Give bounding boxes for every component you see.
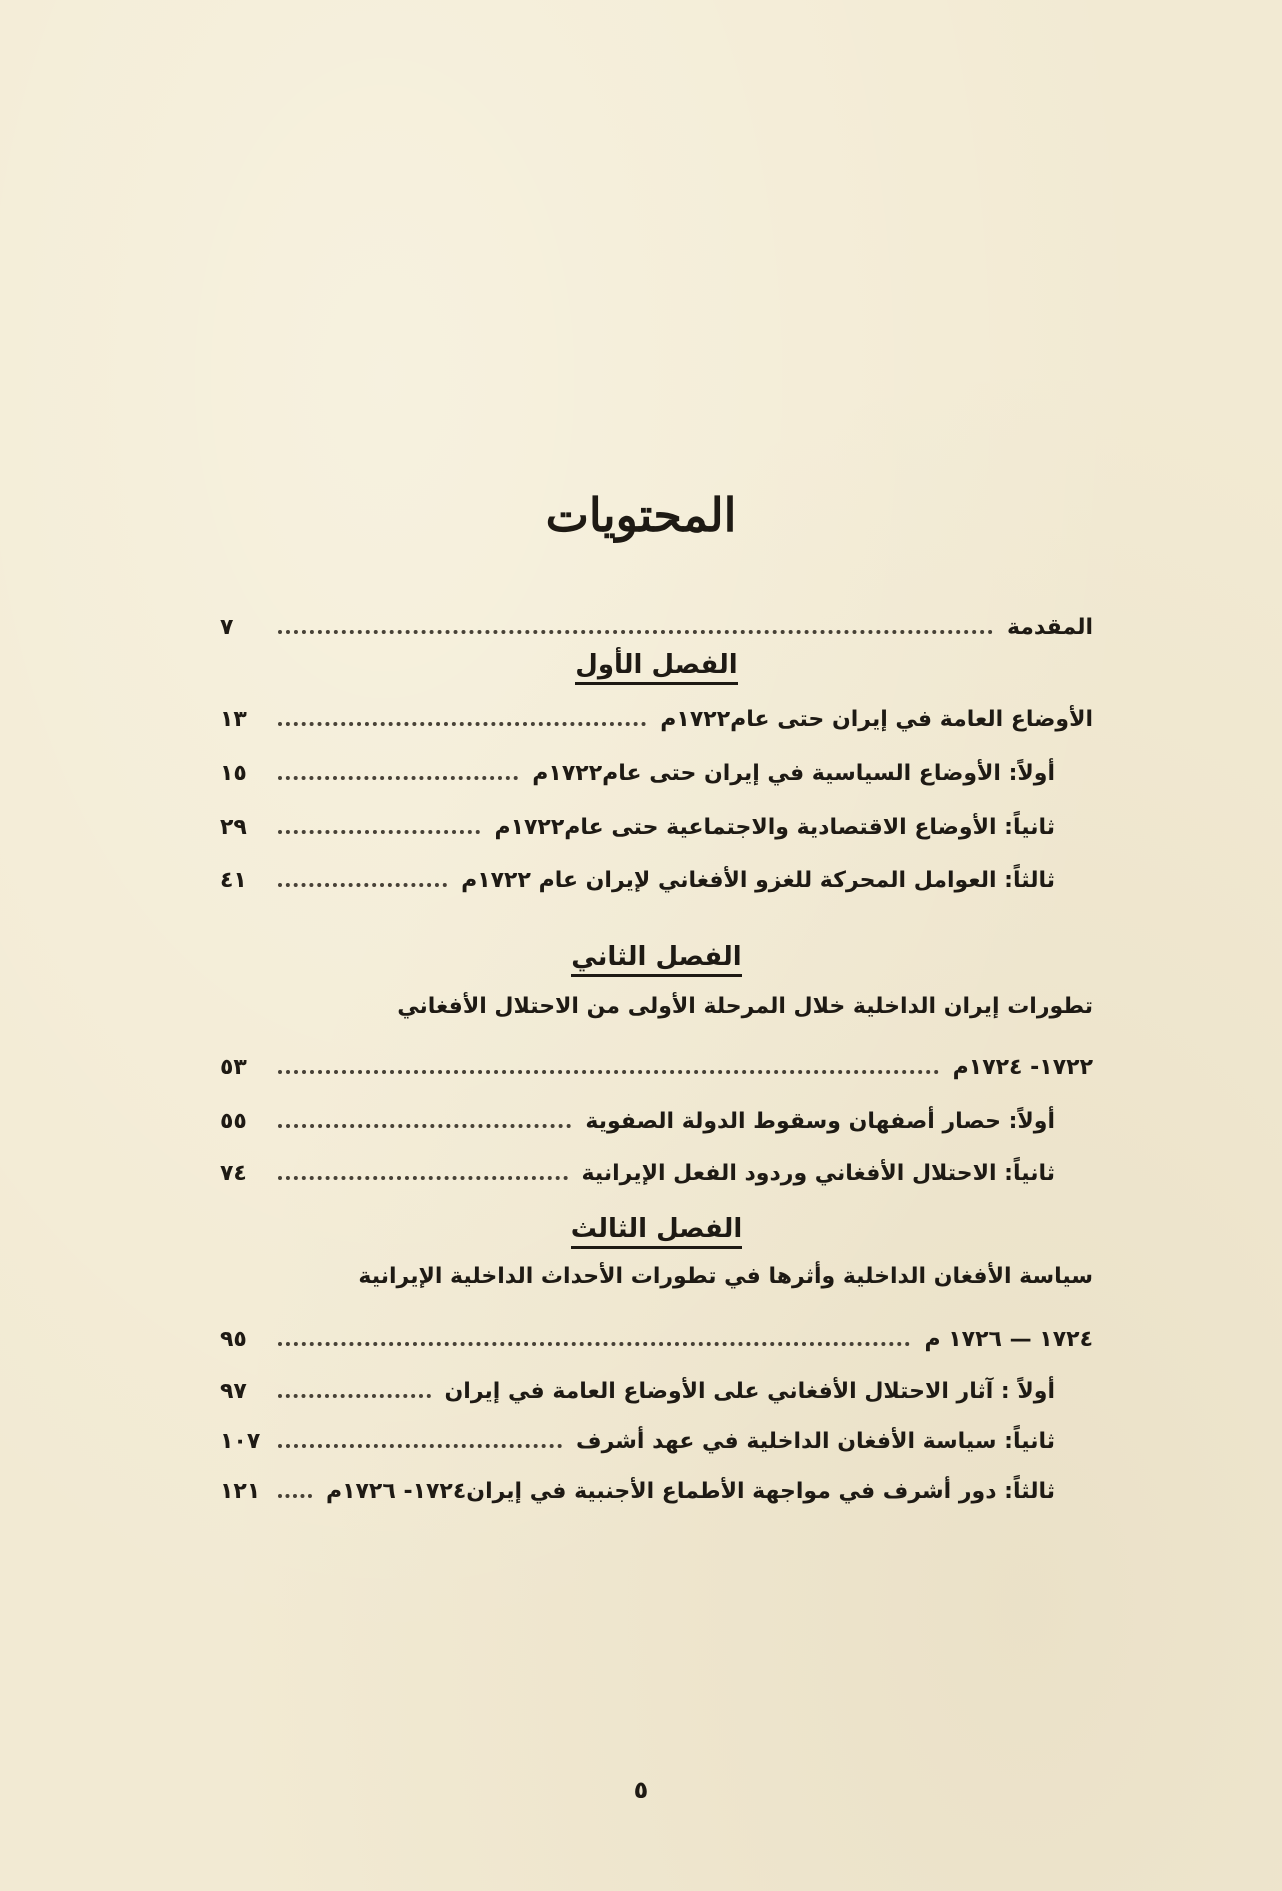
- toc-entry-chapter1-item-1[interactable]: [220, 746, 1093, 786]
- leader-dots: [278, 1070, 939, 1074]
- toc-entry-label: ثالثاً: دور أشرف في مواجهة الأطماع الأجنبية في إيران١٧٢٤- ١٧٢٦م: [325, 1479, 1055, 1504]
- leader-dots: [278, 830, 480, 834]
- chapter-heading-3: الفصل الثالث: [220, 1214, 1093, 1249]
- page-title: المحتويات: [545, 488, 737, 542]
- toc-entry-chapter3-main-line1[interactable]: سياسة الأفغان الداخلية وأثرها في تطورات الأحداث الداخلية الإيرانية: [358, 1264, 1093, 1289]
- toc-entry-chapter2-main[interactable]: [220, 1040, 1093, 1080]
- leader-dots: [278, 776, 518, 780]
- toc-page-number: ٧: [220, 615, 234, 640]
- toc-page-number: ٥٣: [220, 1055, 247, 1080]
- toc-entry-chapter2-main-line1[interactable]: تطورات إيران الداخلية خلال المرحلة الأولى من الاحتلال الأفغاني: [397, 994, 1093, 1019]
- toc-entry-chapter1-item-2[interactable]: [220, 800, 1093, 840]
- toc-entry-label: أولاً : آثار الاحتلال الأفغاني على الأوضاع العامة في إيران: [444, 1379, 1055, 1404]
- toc-page-number: ١٥: [220, 761, 247, 786]
- toc-entry-chapter2-item-2[interactable]: [220, 1146, 1093, 1186]
- toc-entry-chapter3-item-2[interactable]: [220, 1414, 1093, 1454]
- toc-entry-intro[interactable]: [220, 600, 1093, 640]
- leader-dots: [278, 1494, 312, 1498]
- toc-page-number: ٩٥: [220, 1327, 247, 1352]
- toc-page-number: ٤١: [220, 868, 247, 893]
- leader-dots: [278, 883, 447, 887]
- toc-page-number: ٢٩: [220, 815, 247, 840]
- toc-entry-label: ١٧٢٤ — ١٧٢٦ م: [924, 1327, 1093, 1352]
- leader-dots: [278, 1444, 562, 1448]
- leader-dots: [278, 1394, 431, 1398]
- toc-entry-label: ١٧٢٢- ١٧٢٤م: [952, 1055, 1093, 1080]
- toc-entry-chapter1-item-3[interactable]: [220, 853, 1093, 893]
- toc-entry-label: ثانياً: الأوضاع الاقتصادية والاجتماعية حتى عام١٧٢٢م: [494, 815, 1055, 840]
- leader-dots: [278, 630, 993, 634]
- toc-page-number: ٧٤: [220, 1161, 247, 1186]
- toc-entry-label: ثانياً: الاحتلال الأفغاني وردود الفعل الإيرانية: [581, 1161, 1055, 1186]
- toc-entry-label: ثالثاً: العوامل المحركة للغزو الأفغاني لإيران عام ١٧٢٢م: [461, 868, 1055, 893]
- leader-dots: [278, 1124, 571, 1128]
- toc-entry-chapter3-main[interactable]: [220, 1312, 1093, 1352]
- toc-entry-label: أولاً: حصار أصفهان وسقوط الدولة الصفوية: [585, 1109, 1055, 1134]
- toc-entry-chapter3-item-3[interactable]: [220, 1464, 1093, 1504]
- chapter-heading-1: الفصل الأول: [220, 650, 1093, 685]
- toc-entry-label: ثانياً: سياسة الأفغان الداخلية في عهد أشرف: [576, 1429, 1055, 1454]
- toc-page-number: ٩٧: [220, 1379, 247, 1404]
- toc-page-number: ١٢١: [220, 1479, 261, 1504]
- toc-page-number: ١٣: [220, 707, 247, 732]
- toc-entry-label: أولاً: الأوضاع السياسية في إيران حتى عام١٧٢٢م: [532, 761, 1055, 786]
- toc-entry-label: الأوضاع العامة في إيران حتى عام١٧٢٢م: [660, 707, 1093, 732]
- leader-dots: [278, 1176, 568, 1180]
- toc-entry-chapter2-item-1[interactable]: [220, 1094, 1093, 1134]
- toc-entry-label: المقدمة: [1006, 615, 1093, 640]
- toc-page-number: ١٠٧: [220, 1429, 261, 1454]
- chapter-heading-2: الفصل الثاني: [220, 942, 1093, 977]
- leader-dots: [278, 1342, 910, 1346]
- leader-dots: [278, 722, 646, 726]
- toc-page-number: ٥٥: [220, 1109, 247, 1134]
- toc-entry-chapter1-main[interactable]: [220, 692, 1093, 732]
- toc-entry-chapter3-item-1[interactable]: [220, 1364, 1093, 1404]
- page-number: ٥: [633, 1776, 649, 1804]
